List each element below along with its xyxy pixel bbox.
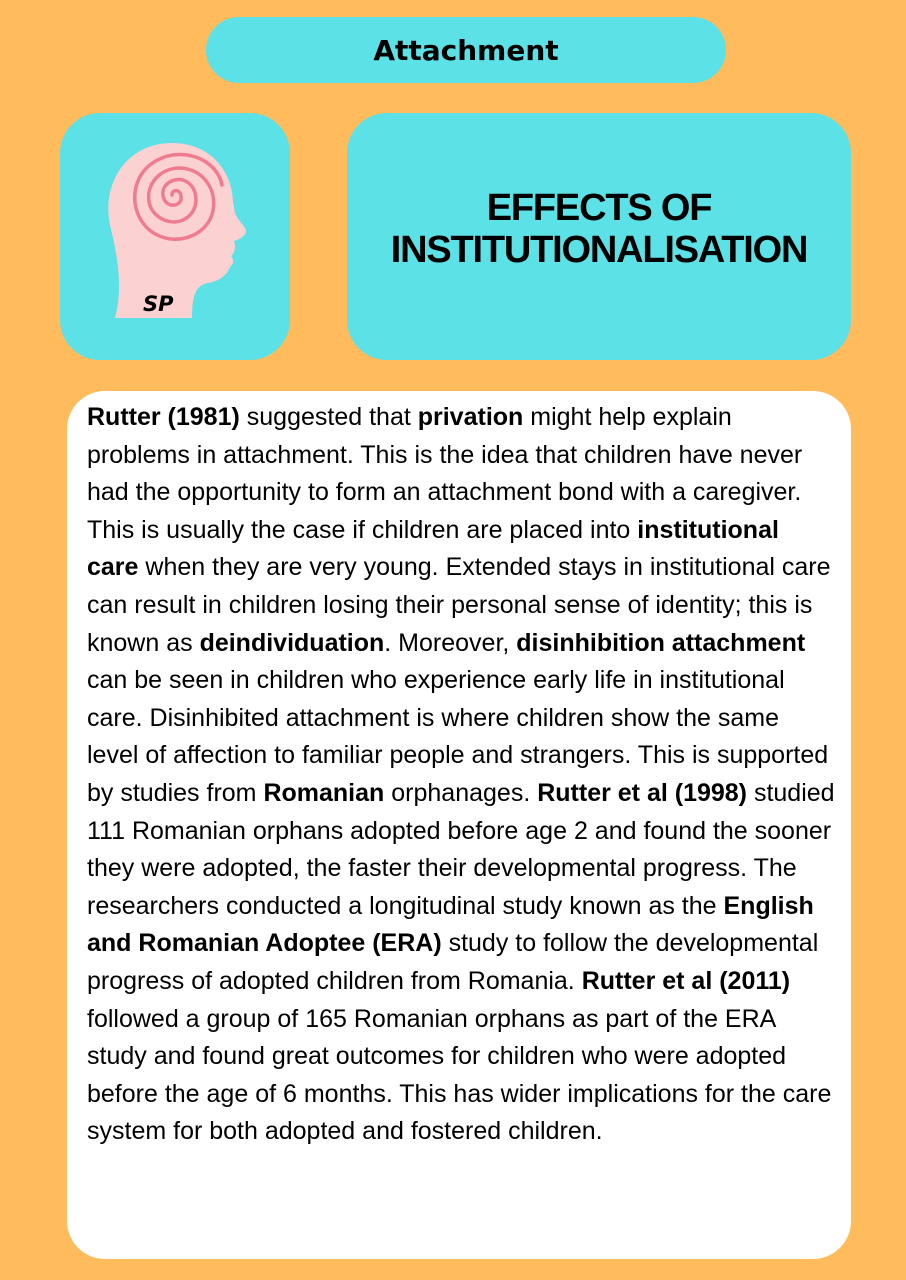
title-line-2: INSTITUTIONALISATION [390, 228, 808, 271]
topic-header: Attachment [206, 17, 726, 83]
body-emphasis: Rutter et al (1998) [537, 778, 748, 807]
body-text-segment: . Moreover, [384, 628, 517, 657]
logo-initials: SP [143, 292, 174, 316]
body-text-segment: studied 111 Romanian orphans adopted before age 2 and found the sooner they were adopted, the faster their developmental progress. The researchers conducted a longitudinal study known as the [87, 778, 835, 920]
body-emphasis: Romanian [263, 778, 385, 807]
body-emphasis: deindividuation [199, 628, 385, 657]
head-spiral-icon [60, 113, 290, 360]
title-card [347, 113, 851, 360]
body-text-segment: followed a group of 165 Romanian orphans as part of the ERA study and found great outcomes for children who were adopted before the age of 6 months. This has wider implications for the care system for both adopted and fostered children. [87, 1004, 832, 1146]
body-text-segment: orphanages. [384, 778, 538, 807]
body-text-segment: when they are very young. Extended stays in institutional care can result in children losing their personal sense of identity; this is known as [87, 553, 831, 657]
body-emphasis: English and Romanian Adoptee (ERA) [87, 891, 814, 958]
body-emphasis: privation [417, 403, 524, 431]
body-text-segment: suggested that [239, 403, 418, 431]
body-text-segment: might help explain problems in attachment. This is the idea that children have never had the opportunity to form an attachment bond with a caregiver. This is usually the case if children are placed into [87, 403, 803, 544]
body-panel [67, 391, 851, 1259]
body-paragraph [87, 399, 837, 1151]
page-title [391, 187, 808, 271]
body-emphasis: Rutter (1981) [87, 403, 240, 431]
title-line-1: EFFECTS OF [486, 186, 712, 229]
body-emphasis: Rutter et al (2011) [581, 966, 791, 995]
logo-card [60, 113, 290, 360]
body-text-segment: can be seen in children who experience early life in institutional care. Disinhibited attachment is where children show the same level of affection to familiar people and strangers. This is supported by studies from [87, 666, 829, 807]
body-emphasis: disinhibition attachment [516, 628, 806, 657]
body-emphasis: institutional care [87, 515, 779, 582]
body-text-segment: study to follow the developmental progress of adopted children from Romania. [87, 929, 819, 995]
